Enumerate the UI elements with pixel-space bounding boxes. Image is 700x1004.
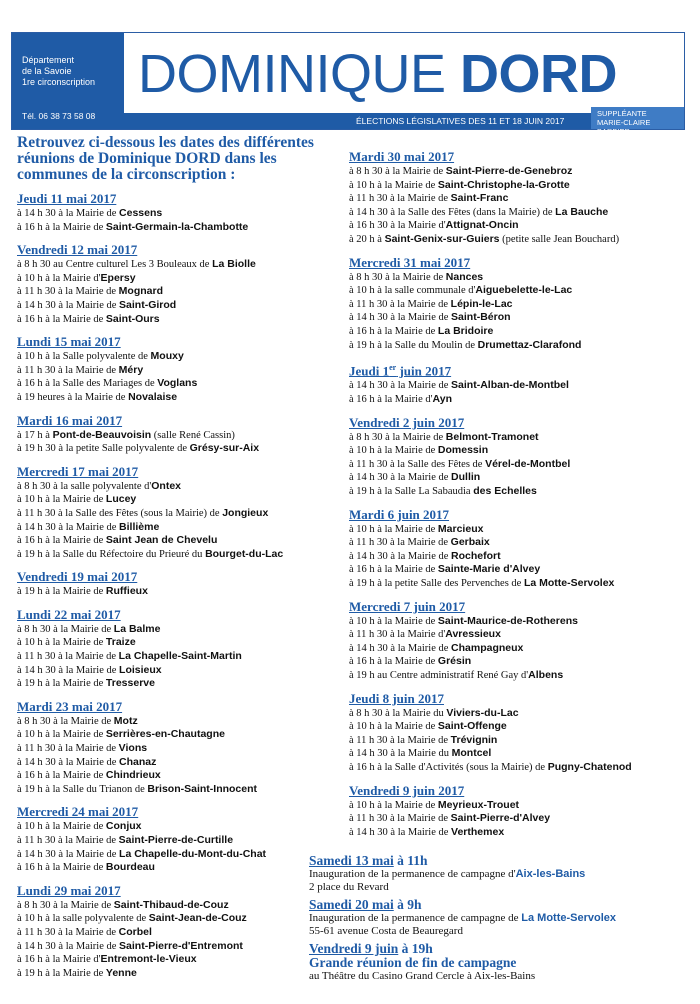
meeting-item: à 10 h à la salle polyvalente de Saint-Jean-de-Couz — [17, 912, 247, 925]
day-block — [17, 699, 357, 797]
meeting-item: à 19 h 30 à la petite Salle polyvalente de Grésy-sur-Aix — [17, 442, 260, 455]
meeting-item: à 10 h à la Mairie de Meyrieux-Trouet — [349, 798, 520, 811]
meeting-item: à 8 h 30 à la Mairie de Saint-Thibaud-de-Couz — [17, 898, 229, 911]
day-date: Jeudi 8 juin 2017 — [349, 690, 444, 706]
day-date: Lundi 22 mai 2017 — [17, 606, 121, 622]
commune-name: Grésin — [437, 655, 472, 668]
commune-name: Lépin-le-Lac — [450, 297, 513, 310]
commune-name: La Bridoire — [437, 324, 494, 337]
meeting-item: à 8 h 30 à la Mairie de Belmont-Tramonet — [349, 430, 539, 443]
day-date: Vendredi 19 mai 2017 — [17, 569, 138, 585]
commune-name: Rochefort — [451, 549, 501, 562]
commune-name: Attignat-Oncin — [445, 219, 519, 232]
phone-number: Tél. 06 38 73 58 08 — [22, 111, 96, 121]
special-event-line: au Théâtre du Casino Grand Cercle à Aix-les-Bains — [309, 970, 536, 982]
commune-name: Saint-Pierre-d'Alvey — [450, 812, 551, 825]
commune-name: Ruffieux — [105, 585, 148, 598]
suppleante-box — [591, 107, 684, 136]
commune-name: Saint-Thibaud-de-Couz — [113, 898, 229, 911]
meeting-item: à 10 h à la Mairie de Lucey — [17, 493, 137, 506]
commune-name: Saint-Alban-de-Montbel — [451, 379, 569, 392]
date-superscript: er — [389, 363, 397, 373]
commune-name: Saint-Pierre-de-Curtille — [118, 834, 234, 846]
meeting-item: à 11 h 30 à la Mairie de Gerbaix — [349, 536, 490, 549]
meeting-item: à 10 h à la Mairie de Traize — [17, 636, 136, 649]
commune-name: Mouxy — [150, 350, 184, 363]
commune-name: La Motte-Servolex — [521, 912, 617, 924]
department-panel — [12, 33, 124, 129]
commune-name: Entremont-le-Vieux — [100, 953, 197, 966]
name-last: DORD — [460, 44, 618, 104]
meeting-item: à 11 h 30 à la Mairie de Saint-Pierre-de-Curtille — [17, 834, 234, 846]
day-date: Mardi 16 mai 2017 — [17, 412, 123, 428]
commune-name: Corbel — [118, 925, 152, 938]
meeting-item: à 10 h à la Mairie de Marcieux — [349, 522, 484, 535]
commune-name: Pugny-Chatenod — [547, 760, 632, 773]
commune-name: Dullin — [451, 471, 481, 484]
meeting-item: à 14 h 30 à la Mairie de Dullin — [349, 471, 481, 484]
commune-name: Chindrieux — [105, 769, 161, 782]
day-date: Vendredi 2 juin 2017 — [349, 414, 465, 430]
commune-name: Yenne — [105, 966, 137, 979]
meeting-item: à 16 h à la Mairie de La Bridoire — [349, 324, 494, 337]
day-date: Vendredi 12 mai 2017 — [17, 242, 138, 258]
commune-name: Loisieux — [119, 663, 162, 676]
commune-name: La Biolle — [212, 258, 256, 271]
meeting-item: à 11 h 30 à la Mairie de La Chapelle-Saint-Martin — [17, 650, 242, 663]
commune-name: Ontex — [151, 479, 182, 492]
meeting-item: à 19 h à la Mairie de Ruffieux — [17, 585, 148, 598]
commune-name: Serrières-en-Chautagne — [105, 728, 225, 741]
special-event-day: Samedi 13 mai — [309, 853, 394, 868]
commune-name: Meyrieux-Trouet — [437, 798, 520, 811]
department-line: de la Savoie — [22, 66, 72, 76]
meeting-item: à 8 h 30 à la Mairie de La Balme — [17, 622, 161, 635]
day-date: Jeudi 11 mai 2017 — [17, 191, 117, 206]
day-date: Mercredi 17 mai 2017 — [17, 463, 139, 479]
day-date: Mercredi 24 mai 2017 — [17, 804, 139, 820]
commune-name: Brison-Saint-Innocent — [147, 782, 258, 795]
commune-name: La Bauche — [555, 205, 609, 218]
day-block — [349, 691, 689, 775]
meeting-item: à 10 h à la Salle polyvalente de Mouxy — [17, 350, 184, 363]
meeting-item: à 14 h 30 à la Mairie de Saint-Alban-de-Montbel — [349, 379, 569, 392]
day-block — [17, 334, 357, 404]
day-block — [17, 804, 357, 874]
meeting-item: à 10 h à la Mairie de Saint-Offenge — [349, 720, 507, 733]
day-block — [349, 149, 689, 247]
commune-name: Ayn — [432, 393, 452, 406]
commune-name: Lucey — [105, 493, 137, 506]
meeting-item: à 14 h 30 à la Mairie de Loisieux — [17, 663, 162, 676]
meeting-item: à 10 h à la Mairie de Saint-Maurice-de-Rotherens — [349, 614, 578, 627]
commune-name: Domessin — [437, 444, 489, 457]
day-block — [17, 191, 357, 234]
schedule-column-left — [17, 191, 357, 988]
meeting-item: à 11 h 30 à la Mairie de Mognard — [17, 285, 163, 298]
meeting-item: à 8 h 30 à la Mairie de Saint-Pierre-de-Genebroz — [349, 165, 573, 177]
special-event-day: Vendredi 9 juin — [309, 941, 399, 956]
commune-name: Saint-Béron — [451, 311, 511, 324]
meeting-item: à 10 h à la Mairie de Serrières-en-Chautagne — [17, 728, 225, 741]
meeting-item: à 14 h 30 à la Salle des Fêtes (dans la Mairie) de La Bauche — [349, 205, 609, 218]
day-block — [349, 360, 689, 407]
day-block — [17, 242, 357, 326]
commune-name: Saint Jean de Chevelu — [105, 534, 218, 547]
meeting-item: à 11 h 30 à la Mairie de Trévignin — [349, 733, 498, 746]
special-event-date: Samedi 20 mai à 9h — [309, 897, 422, 912]
commune-name: Gerbaix — [450, 536, 490, 549]
commune-name: Novalaise — [128, 390, 178, 403]
special-event-line: Inauguration de la permanence de campagne de La Motte-Servolex — [309, 912, 617, 924]
day-block — [17, 464, 357, 562]
meeting-item: à 14 h 30 à la Mairie de Rochefort — [349, 549, 501, 562]
meeting-item: à 14 h 30 à la Mairie de Billième — [17, 520, 160, 533]
day-block — [349, 415, 689, 499]
meeting-item: à 10 h à la Mairie d'Epersy — [17, 271, 136, 284]
commune-name: Bourdeau — [105, 861, 155, 874]
commune-name: Grésy-sur-Aix — [189, 442, 260, 455]
meeting-item: à 14 h 30 à la Mairie de Saint-Béron — [349, 311, 511, 324]
meeting-item: à 14 h 30 à la Mairie de Saint-Girod — [17, 298, 177, 311]
commune-name: Méry — [118, 363, 144, 376]
meeting-item: à 16 h à la Mairie de Saint Jean de Chevelu — [17, 534, 218, 547]
commune-name: Saint-Girod — [119, 298, 177, 311]
commune-name: Conjux — [105, 820, 142, 833]
day-date: Mardi 30 mai 2017 — [349, 149, 455, 164]
commune-name: des Echelles — [473, 485, 537, 498]
commune-name: Saint-Maurice-de-Rotherens — [437, 614, 578, 627]
day-block — [17, 569, 357, 599]
meeting-item: à 14 h 30 à la Mairie de Chanaz — [17, 755, 157, 768]
commune-name: Bourget-du-Lac — [205, 547, 284, 560]
commune-name: Nances — [445, 270, 484, 283]
meeting-item: à 16 h à la Mairie de Sainte-Marie d'Alvey — [349, 563, 541, 576]
meeting-item: à 11 h 30 à la Mairie de Corbel — [17, 925, 152, 938]
commune-name: Epersy — [100, 271, 136, 284]
commune-name: Aiguebelette-le-Lac — [475, 284, 573, 297]
commune-name: Saint-Genix-sur-Guiers — [384, 232, 500, 245]
meeting-item: à 16 h à la Mairie de Saint-Germain-la-Chambotte — [17, 220, 249, 233]
day-date: Jeudi 1er juin 2017 — [349, 363, 452, 379]
day-date: Mardi 6 juin 2017 — [349, 506, 450, 522]
meeting-item: à 16 h à la Salle des Mariages de Voglans — [17, 377, 198, 390]
day-block — [17, 883, 357, 981]
meeting-item: à 11 h 30 à la Mairie d'Avressieux — [349, 628, 501, 641]
day-block — [349, 507, 689, 591]
commune-name: Saint-Offenge — [437, 720, 507, 733]
meeting-item: à 16 h à la Mairie de Chindrieux — [17, 769, 161, 782]
meeting-item: à 8 h 30 à la Mairie de Nances — [349, 270, 484, 283]
commune-name: Mognard — [118, 285, 163, 298]
commune-name: Billième — [119, 520, 160, 533]
day-block — [349, 783, 689, 840]
special-event — [309, 853, 694, 893]
special-events — [309, 853, 694, 987]
meeting-item: à 16 h à la Mairie de Saint-Ours — [17, 312, 160, 325]
day-block — [349, 599, 689, 683]
meeting-item: à 10 h à la Mairie de Saint-Christophe-la-Grotte — [349, 178, 570, 191]
special-event-line: Inauguration de la permanence de campagne d'Aix-les-Bains — [309, 868, 586, 880]
meeting-item: à 19 h à la Salle La Sabaudia des Echelles — [349, 485, 537, 498]
commune-name: Vérel-de-Montbel — [485, 457, 571, 470]
commune-name: Sainte-Marie d'Alvey — [437, 563, 541, 576]
meeting-item: à 8 h 30 à la salle polyvalente d'Ontex — [17, 479, 182, 492]
commune-name: Trévignin — [450, 733, 498, 746]
meeting-item: à 16 h à la Mairie de Bourdeau — [17, 861, 155, 874]
meeting-item: à 10 h à la salle communale d'Aiguebelette-le-Lac — [349, 284, 573, 297]
day-block — [17, 413, 357, 456]
department-line: 1re circonscription — [22, 77, 96, 87]
name-first: DOMINIQUE — [138, 44, 446, 104]
commune-name: La Chapelle-du-Mont-du-Chat — [119, 847, 267, 860]
day-block — [349, 255, 689, 353]
meeting-item: à 19 h à la Mairie de Tresserve — [17, 677, 155, 690]
meeting-item: à 14 h 30 à la Mairie de La Chapelle-du-Mont-du-Chat — [17, 847, 267, 860]
commune-name: Champagneux — [451, 641, 524, 654]
special-event — [309, 897, 694, 937]
special-event-line: 55-61 avenue Costa de Beauregard — [309, 924, 463, 937]
meeting-item: à 19 h à la Salle du Moulin de Drumettaz-Clarafond — [349, 338, 582, 351]
day-date: Mardi 23 mai 2017 — [17, 698, 123, 714]
commune-name: Voglans — [157, 377, 198, 390]
commune-name: Saint-Franc — [450, 192, 509, 205]
day-date: Vendredi 9 juin 2017 — [349, 782, 465, 798]
meeting-item: à 19 h à la Mairie de Yenne — [17, 966, 137, 979]
suppleante-name: MARIE-CLAIRE BARBIER — [597, 118, 651, 136]
commune-name: Marcieux — [437, 522, 484, 535]
meeting-item: à 11 h 30 à la Salle des Fêtes (sous la Mairie) de Jongieux — [17, 506, 269, 519]
meeting-item: à 19 h à la Salle du Réfectoire du Prieuré du Bourget-du-Lac — [17, 547, 284, 560]
meeting-item: à 14 h 30 à la Mairie de Champagneux — [349, 641, 524, 654]
meeting-item: à 11 h 30 à la Salle des Fêtes de Vérel-de-Montbel — [349, 457, 571, 470]
meeting-item: à 19 h au Centre administratif René Gay d'Albens — [349, 668, 564, 681]
meeting-item: à 8 h 30 à la Mairie de Motz — [17, 714, 138, 727]
meeting-item: à 14 h 30 à la Mairie du Montcel — [349, 747, 492, 760]
special-event — [309, 941, 694, 983]
commune-name: Saint-Germain-la-Chambotte — [105, 220, 249, 233]
commune-name: Saint-Jean-de-Couz — [148, 912, 247, 925]
elections-label: ÉLECTIONS LÉGISLATIVES DES 11 ET 18 JUIN 2017 — [356, 116, 565, 126]
commune-name: Cessens — [119, 207, 163, 219]
commune-name: Drumettaz-Clarafond — [477, 338, 582, 351]
day-date: Lundi 15 mai 2017 — [17, 334, 121, 350]
commune-name: La Motte-Servolex — [523, 576, 615, 589]
special-event-line: 2 place du Revard — [309, 880, 389, 893]
commune-name: Montcel — [451, 747, 492, 760]
special-event-date: Samedi 13 mai à 11h — [309, 853, 428, 868]
commune-name: La Balme — [113, 622, 161, 635]
special-event-date: Vendredi 9 juin à 19h — [309, 941, 433, 956]
special-event-day: Samedi 20 mai — [309, 897, 394, 912]
meeting-item: à 14 h 30 à la Mairie de Cessens — [17, 207, 163, 219]
meeting-item: à 8 h 30 à la Mairie du Viviers-du-Lac — [349, 706, 519, 719]
day-date: Mercredi 31 mai 2017 — [349, 254, 471, 270]
department-line: Département — [22, 55, 75, 65]
meeting-item: à 16 h à la Salle d'Activités (sous la Mairie) de Pugny-Chatenod — [349, 760, 632, 773]
meeting-item: à 16 h à la Mairie d'Entremont-le-Vieux — [17, 953, 197, 966]
commune-name: La Chapelle-Saint-Martin — [118, 650, 242, 663]
commune-name: Saint-Pierre-de-Genebroz — [445, 165, 573, 177]
meeting-item: à 16 h 30 à la Mairie d'Attignat-Oncin — [349, 219, 519, 232]
schedule-column-right — [349, 149, 689, 847]
meeting-item: à 11 h 30 à la Mairie de Vions — [17, 742, 148, 755]
day-date: Lundi 29 mai 2017 — [17, 882, 121, 898]
commune-name: Jongieux — [222, 506, 269, 519]
meeting-item: à 17 h à Pont-de-Beauvoisin (salle René Cassin) — [17, 428, 235, 441]
meeting-item: à 14 h 30 à la Mairie de Saint-Pierre-d'Entremont — [17, 939, 243, 952]
commune-name: Saint-Ours — [105, 312, 160, 325]
meeting-item: à 11 h 30 à la Mairie de Lépin-le-Lac — [349, 297, 513, 310]
commune-name: Belmont-Tramonet — [445, 430, 539, 443]
commune-name: Pont-de-Beauvoisin — [52, 428, 152, 441]
meeting-item: à 16 h à la Mairie d'Ayn — [349, 393, 452, 406]
commune-name: Traize — [105, 636, 136, 649]
meeting-item: à 11 h 30 à la Mairie de Méry — [17, 363, 144, 376]
commune-name: Saint-Christophe-la-Grotte — [437, 178, 570, 191]
meeting-item: à 19 h à la petite Salle des Pervenches de La Motte-Servolex — [349, 576, 615, 589]
commune-name: Chanaz — [119, 755, 157, 768]
meeting-item: à 20 h à Saint-Genix-sur-Guiers (petite salle Jean Bouchard) — [349, 232, 620, 245]
meeting-item: à 10 h à la Mairie de Domessin — [349, 444, 489, 457]
header-banner — [11, 32, 685, 136]
meeting-item: à 19 heures à la Mairie de Novalaise — [17, 390, 178, 403]
commune-name: Tresserve — [105, 677, 155, 690]
meeting-item: à 11 h 30 à la Mairie de Saint-Franc — [349, 192, 509, 205]
commune-name: Vions — [118, 742, 148, 755]
meeting-item: à 19 h à la Salle du Trianon de Brison-Saint-Innocent — [17, 782, 258, 795]
special-event-title: Grande réunion de fin de campagne — [309, 955, 517, 970]
day-block — [17, 607, 357, 691]
meeting-item: à 8 h 30 au Centre culturel Les 3 Bouleaux de La Biolle — [17, 258, 256, 271]
commune-name: Avressieux — [445, 628, 501, 641]
meeting-item: à 11 h 30 à la Mairie de Saint-Pierre-d'Alvey — [349, 812, 551, 825]
commune-name: Verthemex — [451, 825, 505, 838]
department-text — [22, 55, 114, 88]
day-date: Mercredi 7 juin 2017 — [349, 598, 466, 614]
meeting-item: à 16 h à la Mairie de Grésin — [349, 655, 472, 668]
commune-name: Aix-les-Bains — [515, 868, 586, 880]
meeting-item: à 10 h à la Mairie de Conjux — [17, 820, 142, 833]
commune-name: Albens — [528, 668, 564, 681]
commune-name: Saint-Pierre-d'Entremont — [119, 939, 243, 952]
meeting-item: à 14 h 30 à la Mairie de Verthemex — [349, 825, 505, 838]
suppleante-label: SUPPLÉANTE — [597, 109, 647, 118]
intro-text: Retrouvez ci-dessous les dates des différentes réunions de Dominique DORD dans les communes de la circonscription : — [17, 134, 314, 183]
candidate-name — [138, 43, 617, 105]
commune-name: Viviers-du-Lac — [446, 706, 519, 719]
commune-name: Motz — [113, 714, 138, 727]
elections-strip — [124, 109, 684, 136]
